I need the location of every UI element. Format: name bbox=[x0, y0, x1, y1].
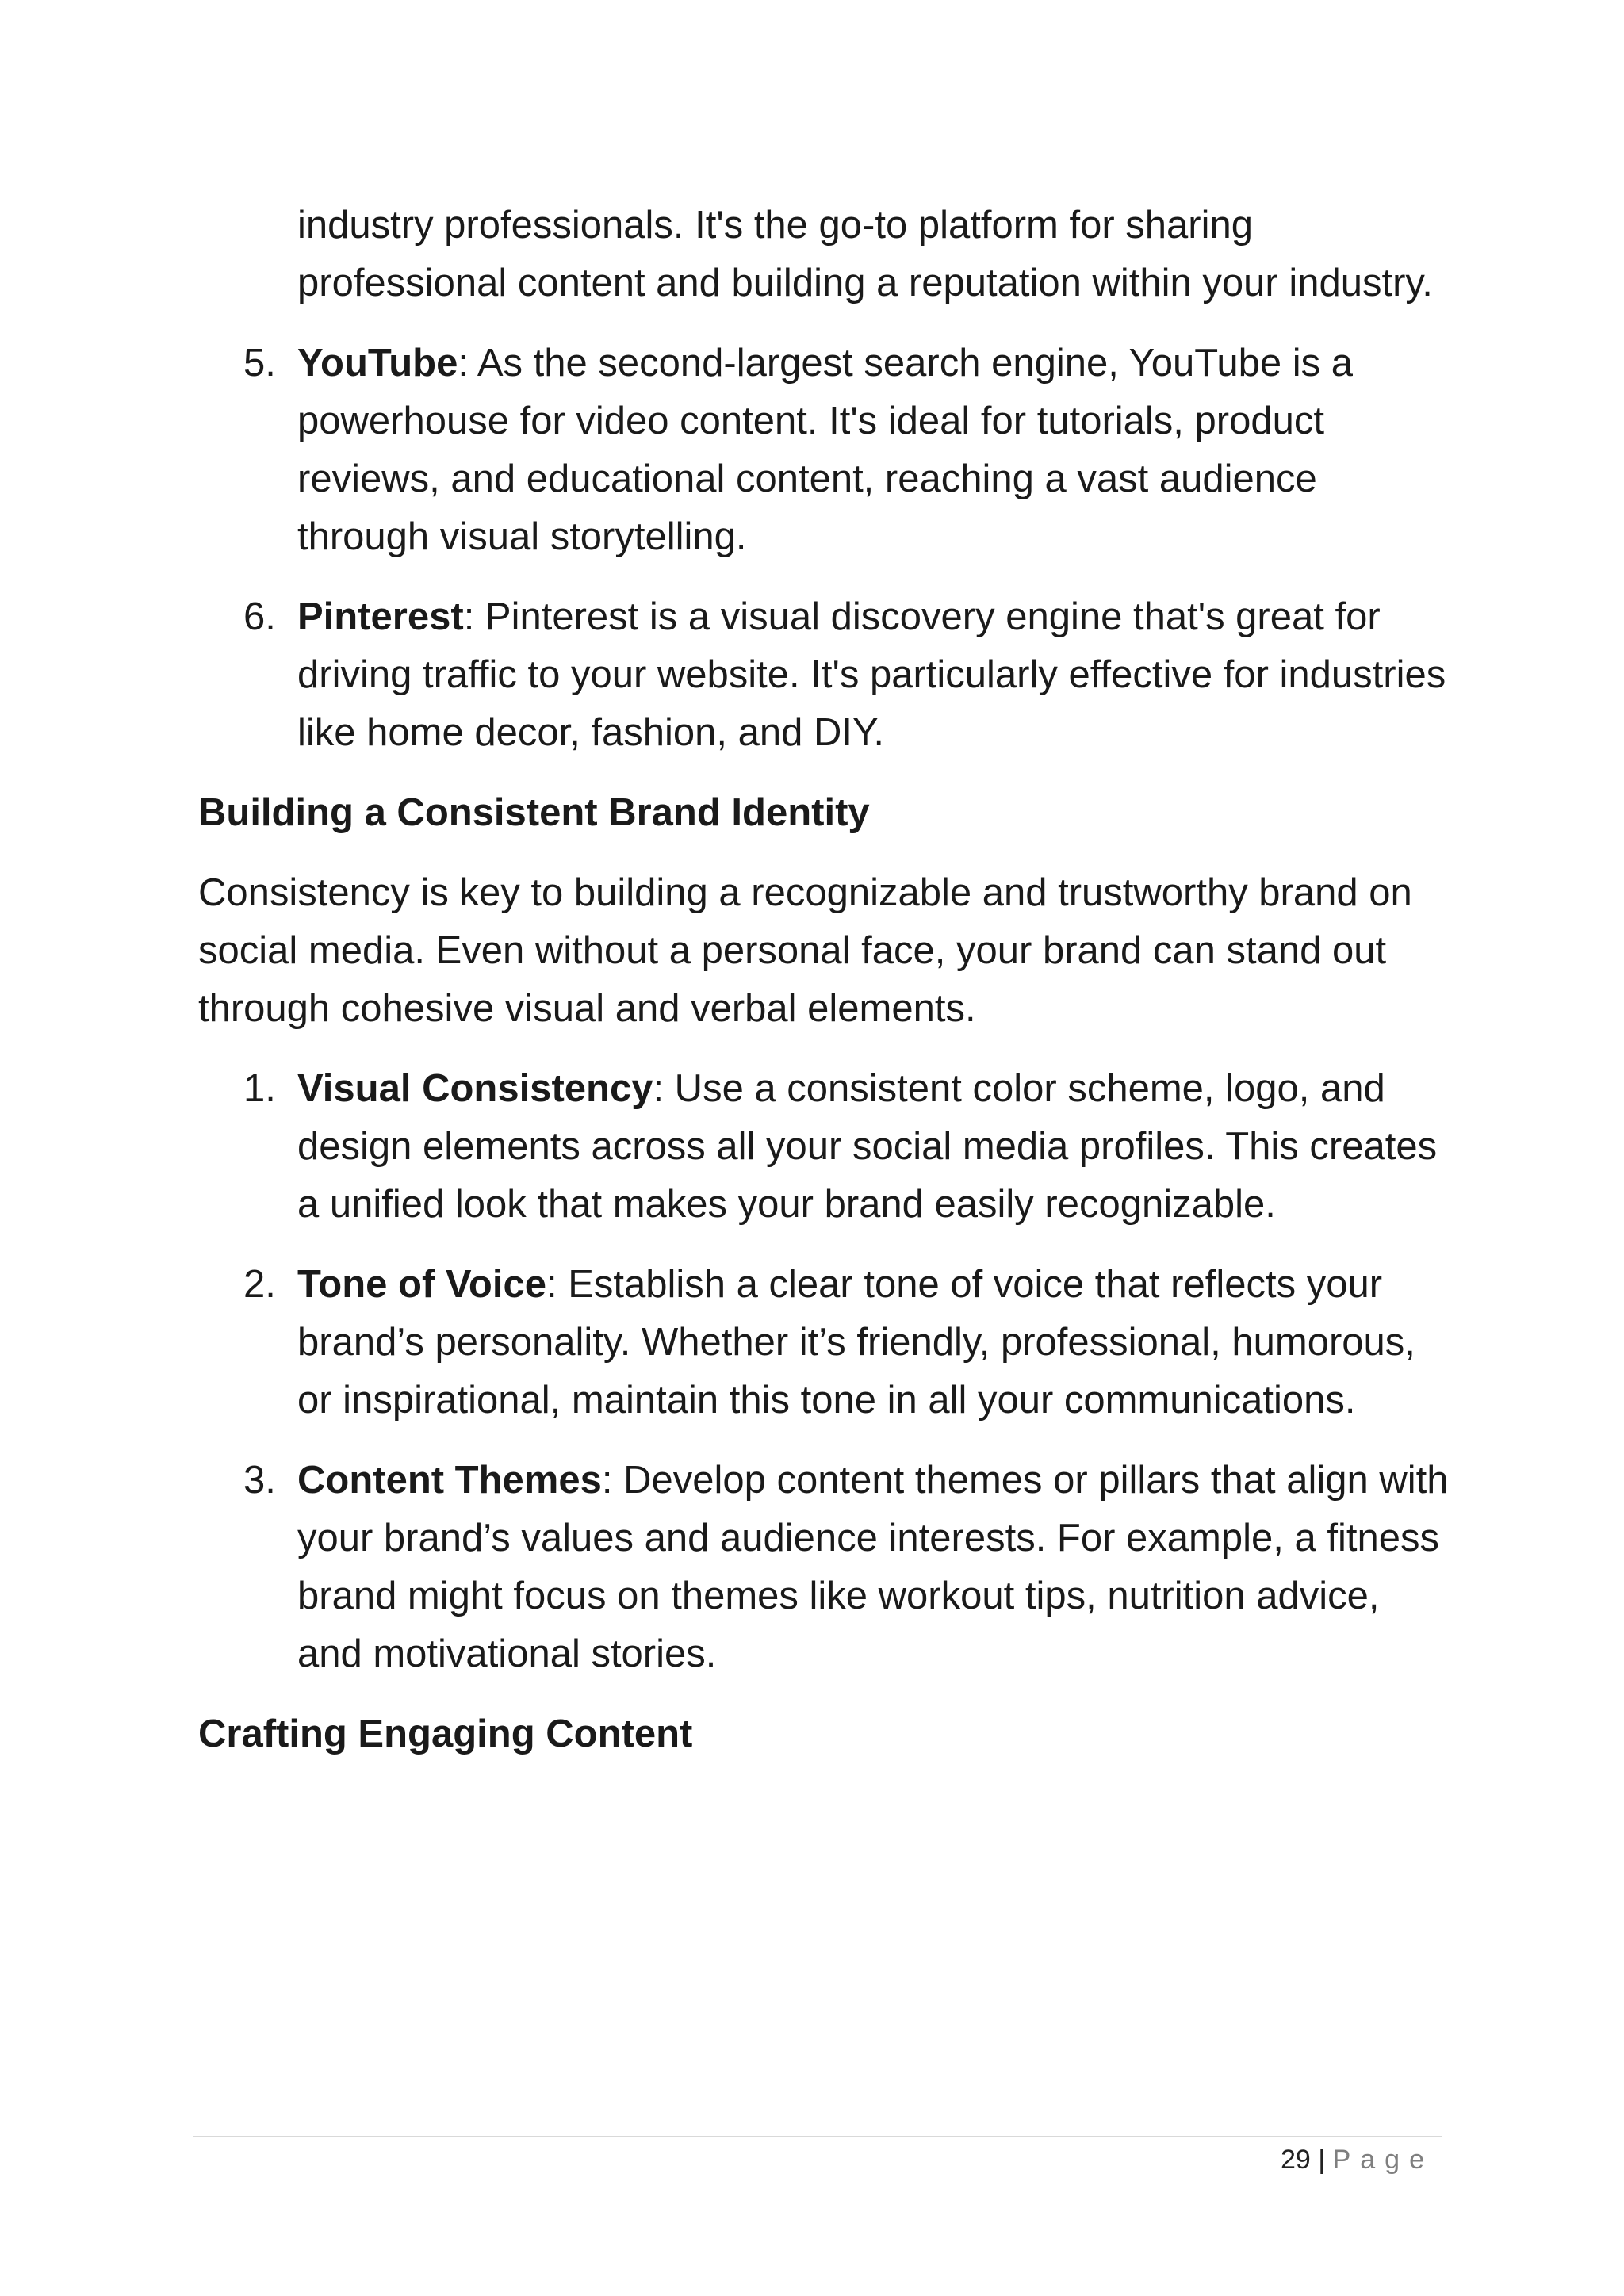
list-term: Content Themes bbox=[297, 1459, 602, 1502]
list-number: 2. bbox=[243, 1263, 276, 1306]
page-label: Page bbox=[1332, 2145, 1434, 2175]
list-number: 1. bbox=[243, 1067, 276, 1110]
list-number: 5. bbox=[243, 342, 276, 385]
list-item-tone-of-voice bbox=[198, 1256, 1451, 1429]
continued-paragraph: industry professionals. It's the go-to platform for sharing professional content and building a reputation within your industry. bbox=[297, 204, 1433, 304]
list-item-content-themes bbox=[198, 1452, 1451, 1683]
list-text: : Establish a clear tone of voice that reflects your brand’s personality. Whether it’s friendly, professional, humorous, or inspirational, maintain this tone in all your communications. bbox=[297, 1263, 1415, 1422]
brand-identity-paragraph: Consistency is key to building a recognizable and trustworthy brand on social media. Even without a personal face, your brand can stand out through cohesive visual and verbal elements. bbox=[198, 871, 1412, 1030]
section-heading-engaging-content: Crafting Engaging Content bbox=[198, 1712, 693, 1755]
list-term: YouTube bbox=[297, 342, 458, 385]
list-text: : Pinterest is a visual discovery engine that's great for driving traffic to your website. It's particularly effective for industries like home decor, fashion, and DIY. bbox=[297, 595, 1446, 754]
list-term: Tone of Voice bbox=[297, 1263, 546, 1306]
list-item-youtube bbox=[198, 335, 1451, 566]
footer-separator: | bbox=[1318, 2145, 1326, 2175]
list-text: : As the second-largest search engine, YouTube is a powerhouse for video content. It's ideal for tutorials, product reviews, and educational content, reaching a vast audience through visual storytelling. bbox=[297, 342, 1353, 558]
section-heading-brand-identity: Building a Consistent Brand Identity bbox=[198, 791, 870, 834]
list-number: 3. bbox=[243, 1459, 276, 1502]
list-item-pinterest bbox=[198, 588, 1451, 762]
list-term: Visual Consistency bbox=[297, 1067, 653, 1110]
list-item-visual-consistency bbox=[198, 1060, 1451, 1234]
list-term: Pinterest bbox=[297, 595, 464, 638]
page-footer bbox=[1281, 2142, 1434, 2177]
list-text: : Develop content themes or pillars that align with your brand’s values and audience interests. For example, a fitness brand might focus on themes like workout tips, nutrition advice, and motivational stories. bbox=[297, 1459, 1449, 1675]
page-content bbox=[198, 197, 1451, 1785]
footer-divider bbox=[193, 2136, 1442, 2137]
page-number: 29 bbox=[1281, 2145, 1311, 2175]
list-number: 6. bbox=[243, 595, 276, 638]
list-text: : Use a consistent color scheme, logo, and design elements across all your social media profiles. This creates a unified look that makes your brand easily recognizable. bbox=[297, 1067, 1438, 1226]
